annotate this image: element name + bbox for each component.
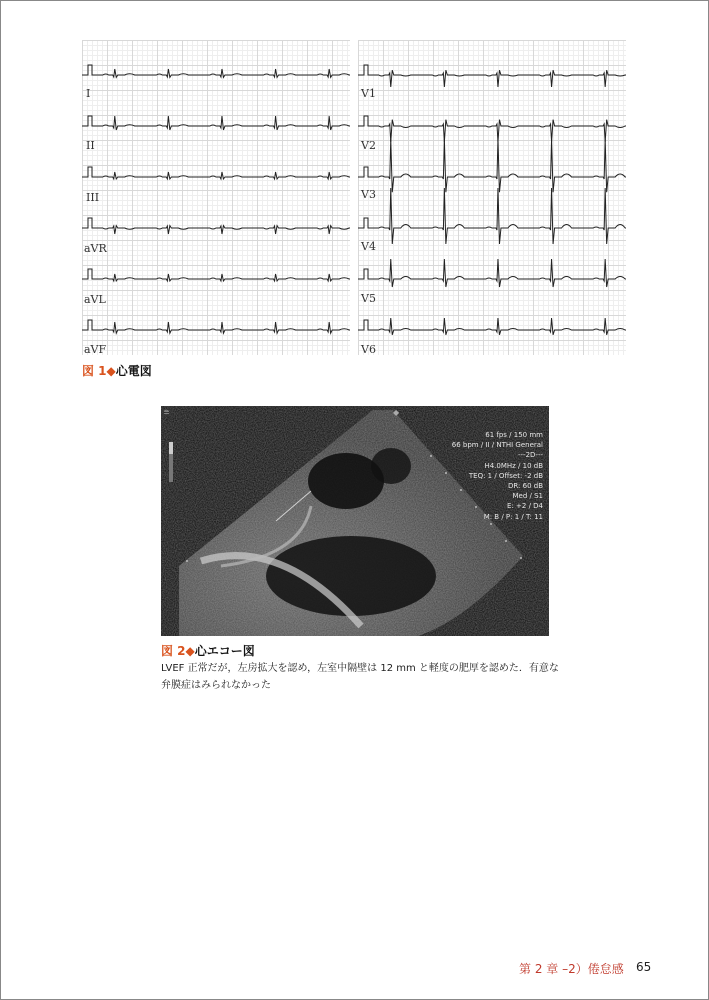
trace-lead-II: [82, 116, 350, 130]
lead-label-aVL: aVL: [84, 293, 106, 306]
trace-lead-I: [82, 65, 350, 77]
lead-label-V4: V4: [361, 240, 376, 253]
diamond-icon: ◆: [185, 644, 195, 658]
echo-setting-line: 66 bpm / II / NTHI General: [451, 441, 543, 450]
echocardiogram-image: [161, 406, 549, 636]
left-ventricle: [266, 536, 436, 616]
echo-setting-line: DR: 60 dB: [508, 482, 543, 491]
figure1-caption: [82, 362, 152, 379]
ecg-chest-traces: [358, 40, 626, 355]
lead-label-aVR: aVR: [84, 242, 107, 255]
description-line-1: LVEF 正常だが，左房拡大を認め，左室中隔壁は 12 mm と軽度の肥厚を認めた．有意な: [161, 663, 559, 674]
echo-setting-line: 61 fps / 150 mm: [485, 431, 543, 439]
figure2-number: 図 2: [161, 644, 186, 658]
page-number: 65: [636, 960, 652, 974]
description-line-2: 弁膜症はみられなかった: [161, 680, 271, 691]
figure2-title: 心エコー図: [194, 644, 255, 658]
lead-label-V6: V6: [361, 343, 376, 356]
lead-label-I: I: [86, 87, 91, 100]
trace-lead-V3: [358, 139, 626, 192]
echo-setting-line: M: B / P: 1 / T: 11: [483, 512, 543, 521]
trace-lead-aVR: [82, 218, 350, 234]
trace-lead-aVF: [82, 320, 350, 333]
diamond-icon: ◆: [106, 364, 116, 378]
lead-label-II: II: [86, 139, 95, 152]
echo-settings-readout: [452, 430, 543, 522]
echo-setting-line: TEQ: 1 / Offset: -2 dB: [468, 471, 543, 480]
lead-label-V5: V5: [361, 292, 376, 305]
chapter-title: 第 2 章 –2）倦怠感: [519, 962, 624, 976]
svg-text:≘: ≘: [163, 408, 170, 417]
lead-label-V2: V2: [361, 139, 376, 152]
trace-lead-V2: [358, 116, 626, 142]
lead-label-aVF: aVF: [84, 343, 107, 356]
ecg-chest-leads-panel: [358, 40, 626, 355]
trace-lead-V1: [358, 65, 626, 87]
ecg-limb-leads-panel: [82, 40, 350, 355]
figure2-caption: [161, 642, 255, 659]
svg-text:◆: ◆: [393, 408, 400, 417]
echo-setting-line: E: +2 / D4: [507, 502, 543, 511]
figure1-number: 図 1: [82, 364, 107, 378]
trace-lead-V6: [358, 318, 626, 335]
lead-label-V1: V1: [361, 87, 376, 100]
lead-label-V3: V3: [361, 188, 376, 201]
lead-label-III: III: [86, 191, 100, 204]
echo-setting-line: H4.0MHz / 10 dB: [484, 461, 543, 470]
echo-setting-line: Med / S1: [512, 492, 543, 501]
trace-lead-aVL: [82, 269, 350, 281]
trace-lead-V5: [358, 259, 626, 287]
echo-setting-line: ---2D---: [518, 451, 543, 460]
trace-lead-III: [82, 167, 350, 179]
figure1-title: 心電図: [115, 364, 152, 378]
ecg-limb-traces: [82, 40, 350, 355]
figure2-description: [161, 660, 561, 694]
trace-lead-V4: [358, 188, 626, 244]
